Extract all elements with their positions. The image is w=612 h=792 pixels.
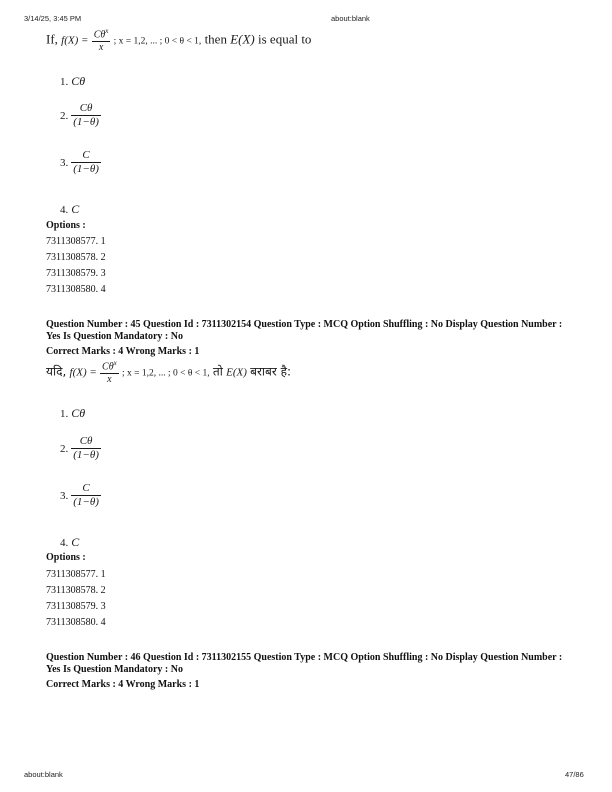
print-page-title: about:blank (331, 14, 370, 23)
option-fraction (71, 436, 101, 461)
option-number: 4. (60, 204, 69, 217)
stem-condition: ; x = 1,2, ... ; 0 < θ < 1, (113, 36, 202, 47)
option-2 (60, 436, 101, 461)
option-number: 1. (60, 76, 69, 89)
stem-suffix: is equal to (258, 31, 312, 47)
option-1 (60, 406, 85, 421)
option-fraction (71, 150, 101, 175)
option-numerator: C (71, 150, 101, 163)
option-3 (60, 483, 101, 508)
stem-exponent: x (105, 27, 109, 35)
option-id: 7311308577. 1 (46, 236, 106, 247)
option-number: 3. (60, 156, 69, 169)
option-text: C (71, 202, 80, 216)
stem-fraction (92, 28, 111, 53)
option-id: 7311308580. 4 (46, 284, 106, 295)
stem-expectation: E(X) (226, 366, 247, 379)
option-number: 3. (60, 489, 69, 502)
option-denominator: (1−θ) (73, 162, 99, 175)
option-4 (60, 535, 79, 550)
option-fraction (71, 483, 101, 508)
option-1 (60, 74, 85, 89)
option-id: 7311308580. 4 (46, 617, 106, 628)
page-number: 47/86 (565, 770, 584, 779)
stem-numerator: Cθ (102, 361, 114, 373)
stem-denominator: x (107, 373, 112, 385)
question-meta: Question Number : 46 Question Id : 7311302155 Question Type : MCQ Option Shuffling : No Display Question Number : Yes Is Question Mandatory : No (46, 652, 563, 675)
question-marks: Correct Marks : 4 Wrong Marks : 1 (46, 679, 200, 690)
stem-fraction (100, 360, 119, 385)
options-label: Options : (46, 220, 86, 231)
option-id: 7311308579. 3 (46, 601, 106, 612)
stem-then: तो (212, 364, 223, 379)
option-numerator: Cθ (71, 103, 101, 116)
option-id: 7311308578. 2 (46, 252, 106, 263)
stem-function: f(X) = (61, 34, 89, 47)
stem-numerator: Cθ (93, 29, 106, 41)
option-fraction (71, 103, 101, 128)
question-stem-english (46, 28, 311, 53)
stem-function: f(X) = (69, 366, 97, 379)
stem-suffix: बराबर है: (250, 364, 291, 379)
option-number: 2. (60, 442, 69, 455)
option-text: C (71, 535, 80, 549)
option-denominator: (1−θ) (73, 495, 99, 508)
stem-then: then (204, 31, 227, 47)
option-denominator: (1−θ) (73, 448, 99, 461)
stem-prefix: If, (46, 31, 58, 47)
options-label: Options : (46, 552, 86, 563)
option-numerator: C (71, 483, 101, 496)
option-3 (60, 150, 101, 175)
option-text: Cθ (71, 74, 86, 88)
option-4 (60, 202, 79, 217)
print-datetime: 3/14/25, 3:45 PM (24, 14, 82, 23)
option-id: 7311308578. 2 (46, 585, 106, 596)
option-id: 7311308579. 3 (46, 268, 106, 279)
footer-url: about:blank (24, 770, 63, 779)
stem-denominator: x (98, 41, 104, 53)
option-text: Cθ (71, 406, 86, 420)
option-number: 4. (60, 537, 69, 550)
stem-exponent: x (113, 359, 117, 367)
option-denominator: (1−θ) (73, 115, 99, 128)
question-marks: Correct Marks : 4 Wrong Marks : 1 (46, 346, 200, 357)
question-stem-hindi (46, 360, 291, 385)
option-id: 7311308577. 1 (46, 569, 106, 580)
question-meta: Question Number : 45 Question Id : 7311302154 Question Type : MCQ Option Shuffling : No Display Question Number : Yes Is Question Mandatory : No (46, 319, 563, 342)
option-number: 1. (60, 408, 69, 421)
stem-expectation: E(X) (230, 31, 255, 47)
option-numerator: Cθ (71, 436, 101, 449)
stem-prefix: यदि, (46, 364, 67, 379)
option-2 (60, 103, 101, 128)
stem-condition: ; x = 1,2, ... ; 0 < θ < 1, (122, 368, 210, 379)
option-number: 2. (60, 109, 69, 122)
